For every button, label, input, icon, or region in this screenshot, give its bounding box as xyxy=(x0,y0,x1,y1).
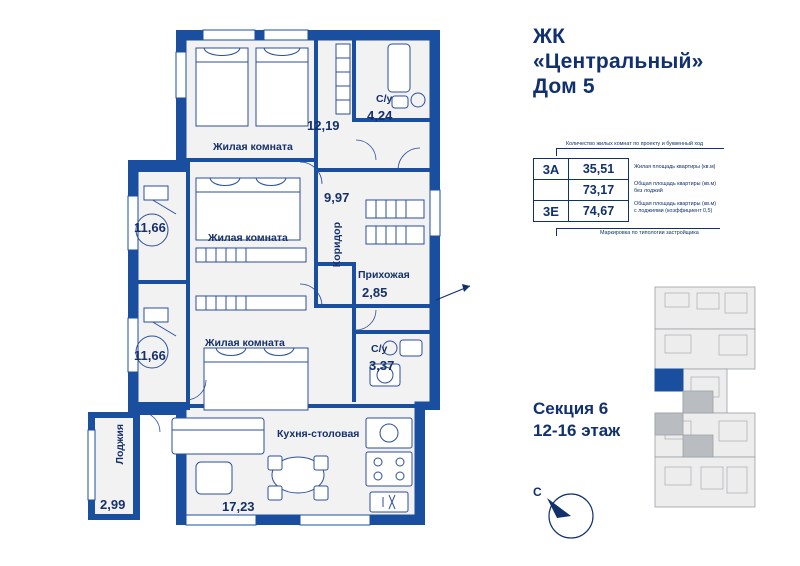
compass-rose xyxy=(531,484,603,542)
title-line-3: Дом 5 xyxy=(533,75,595,98)
page-title xyxy=(533,24,704,99)
spec-note-bottom: Маркировка по типологии застройщика xyxy=(600,230,699,236)
spec-value-total-area: 73,17 xyxy=(568,180,628,200)
spec-type-1: 3А xyxy=(542,161,560,177)
room-area-corridor: 9,97 xyxy=(324,190,350,205)
spec-type-3: 3Е xyxy=(543,203,559,219)
room-area-bedroom-2: 11,66 xyxy=(134,220,166,235)
room-label-bedroom-2: Жилая комната xyxy=(208,232,288,244)
section-label xyxy=(533,398,620,442)
spec-type-2 xyxy=(534,180,568,200)
room-area-loggia: 2,99 xyxy=(100,497,126,512)
spec-value-live-area: 35,51 xyxy=(568,159,628,179)
room-label-bedroom-1: Жилая комната xyxy=(213,141,293,153)
room-area-bedroom-3: 11,66 xyxy=(134,348,166,363)
room-label-loggia: Лоджия xyxy=(114,424,126,465)
room-label-bathroom-2: С/у xyxy=(371,343,388,355)
title-line-1: ЖК xyxy=(533,25,566,48)
spec-leader-top-tick xyxy=(556,148,557,156)
svg-text:С: С xyxy=(533,485,542,499)
spec-table xyxy=(533,158,629,222)
section-title-line-1: Секция 6 xyxy=(533,399,609,418)
room-label-bedroom-3: Жилая комната xyxy=(205,337,285,349)
highlighted-apartment xyxy=(655,369,683,391)
room-area-kitchen: 17,23 xyxy=(222,499,255,514)
spec-note-total-loggia: Общая площадь квартиры (кв.м) с лоджиями (коэффициент 0,5) xyxy=(634,201,717,214)
spec-value-total-loggia: 74,67 xyxy=(568,201,628,221)
spec-leader-top xyxy=(556,148,724,149)
room-area-bathroom-2: 3,37 xyxy=(369,358,395,373)
room-area-hallway: 2,85 xyxy=(362,285,388,300)
room-area-bedroom-1: 12,19 xyxy=(307,118,340,133)
room-label-bathroom-1: С/у xyxy=(376,93,393,105)
room-label-corridor: Коридор xyxy=(331,222,343,268)
spec-note-total-area: Общая площадь квартиры (кв.м) без лоджий xyxy=(634,181,717,194)
room-label-kitchen: Кухня-столовая xyxy=(277,428,360,440)
section-key-plan xyxy=(645,283,765,533)
spec-leader-bottom-h xyxy=(556,228,720,229)
section-title-line-2: 12-16 этаж xyxy=(533,421,621,440)
room-label-hallway: Прихожая xyxy=(358,269,410,281)
spec-row-live xyxy=(534,159,628,179)
spec-leader-bottom xyxy=(556,228,557,236)
title-line-2: «Центральный» xyxy=(533,50,704,73)
spec-row-total xyxy=(534,179,628,200)
room-area-bathroom-1: 4,24 xyxy=(367,108,393,123)
spec-row-total-loggia xyxy=(534,200,628,221)
entrance-arrow xyxy=(436,284,470,300)
spec-note-top: Количество жилых комнат по проекту и буквенный ход xyxy=(566,141,704,147)
spec-note-live-area: Жилая площадь квартиры (кв.м) xyxy=(634,164,716,170)
